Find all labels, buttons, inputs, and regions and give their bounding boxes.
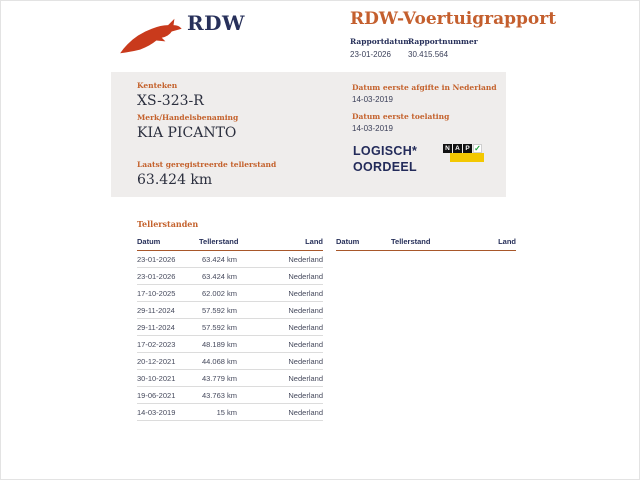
- kenteken-value: XS-323-R: [137, 93, 204, 109]
- table-cell: 17-02-2023: [137, 336, 199, 353]
- eerste-afgifte-label: Datum eerste afgifte in Nederland: [352, 83, 497, 92]
- table-cell: Nederland: [267, 251, 323, 268]
- col-header-datum: Datum: [137, 234, 199, 251]
- table-cell: Nederland: [267, 285, 323, 302]
- report-number-field: [408, 37, 478, 59]
- table-cell: 29-11-2024: [137, 302, 199, 319]
- table-row: [137, 268, 323, 285]
- table-cell: 23-01-2026: [137, 268, 199, 285]
- table-cell: 62.002 km: [199, 285, 267, 302]
- table-row: [137, 336, 323, 353]
- table-cell: 17-10-2025: [137, 285, 199, 302]
- report-date-label: Rapportdatum: [350, 37, 412, 46]
- vehicle-summary-card: [111, 72, 506, 197]
- report-date-field: [350, 37, 411, 59]
- col-header-datum: Datum: [336, 234, 391, 251]
- merk-label: Merk/Handelsbenaming: [137, 113, 239, 122]
- nap-letter-n: N: [443, 144, 452, 153]
- nap-letter-a: A: [453, 144, 462, 153]
- tellerstanden-title: Tellerstanden: [137, 219, 199, 229]
- nap-check-icon: ✓: [474, 143, 481, 153]
- table-cell: 57.592 km: [199, 302, 267, 319]
- table-cell: 48.189 km: [199, 336, 267, 353]
- table-row: [137, 319, 323, 336]
- table-row: [137, 387, 323, 404]
- tellerstand-field: [137, 160, 276, 188]
- eerste-toelating-label: Datum eerste toelating: [352, 112, 450, 121]
- tellerstand-label: Laatst geregistreerde tellerstand: [137, 160, 277, 169]
- table-cell: Nederland: [267, 404, 323, 421]
- table-row: [137, 353, 323, 370]
- table-cell: 19-06-2021: [137, 387, 199, 404]
- report-number-value: 30.415.564: [408, 50, 449, 59]
- col-header-land: Land: [461, 234, 516, 251]
- table-cell: 29-11-2024: [137, 319, 199, 336]
- table-header-row: [336, 234, 516, 251]
- table-cell: 63.424 km: [199, 251, 267, 268]
- col-header-tellerstand: Tellerstand: [391, 234, 461, 251]
- nap-letter-p: P: [463, 144, 472, 153]
- table-cell: Nederland: [267, 370, 323, 387]
- report-number-label: Rapportnummer: [408, 37, 478, 46]
- page-title: RDW-Voertuigrapport: [350, 9, 557, 29]
- oordeel-line2: OORDEEL: [353, 159, 417, 174]
- table-cell: 15 km: [199, 404, 267, 421]
- table-row: [137, 285, 323, 302]
- kenteken-field: [137, 81, 204, 109]
- rdw-wing-icon: [117, 17, 183, 55]
- table-cell: 43.763 km: [199, 387, 267, 404]
- col-header-tellerstand: Tellerstand: [199, 234, 267, 251]
- table-row: [137, 251, 323, 268]
- table-header-row: [137, 234, 323, 251]
- table-cell: 43.779 km: [199, 370, 267, 387]
- table-cell: 23-01-2026: [137, 251, 199, 268]
- table-cell: Nederland: [267, 268, 323, 285]
- table-row: [137, 302, 323, 319]
- table-cell: Nederland: [267, 319, 323, 336]
- eerste-toelating-field: [352, 112, 449, 133]
- table-cell: Nederland: [267, 302, 323, 319]
- eerste-afgifte-field: [352, 83, 497, 104]
- tellerstand-value: 63.424 km: [137, 172, 213, 188]
- table-cell: Nederland: [267, 336, 323, 353]
- table-cell: 44.068 km: [199, 353, 267, 370]
- nap-logo: [443, 144, 487, 164]
- oordeel-line1: LOGISCH*: [353, 144, 418, 158]
- table-cell: 30-10-2021: [137, 370, 199, 387]
- nap-yellow-bar: [450, 153, 484, 162]
- eerste-afgifte-value: 14-03-2019: [352, 95, 393, 104]
- rdw-logo: [117, 11, 247, 53]
- tellerstanden-table-right: [336, 234, 516, 251]
- table-cell: Nederland: [267, 387, 323, 404]
- col-header-land: Land: [267, 234, 323, 251]
- kenteken-label: Kenteken: [137, 81, 178, 90]
- report-date-value: 23-01-2026: [350, 50, 391, 59]
- oordeel-text: [353, 144, 417, 175]
- tellerstanden-table-left: [137, 234, 323, 421]
- table-cell: 20-12-2021: [137, 353, 199, 370]
- merk-value: KIA PICANTO: [137, 125, 237, 141]
- merk-field: [137, 113, 238, 141]
- table-row: [137, 404, 323, 421]
- table-cell: 63.424 km: [199, 268, 267, 285]
- eerste-toelating-value: 14-03-2019: [352, 124, 393, 133]
- table-cell: Nederland: [267, 353, 323, 370]
- rdw-logo-text: RDW: [187, 11, 245, 35]
- nap-letter-row: [443, 144, 482, 153]
- table-cell: 57.592 km: [199, 319, 267, 336]
- table-row: [137, 370, 323, 387]
- table-cell: 14-03-2019: [137, 404, 199, 421]
